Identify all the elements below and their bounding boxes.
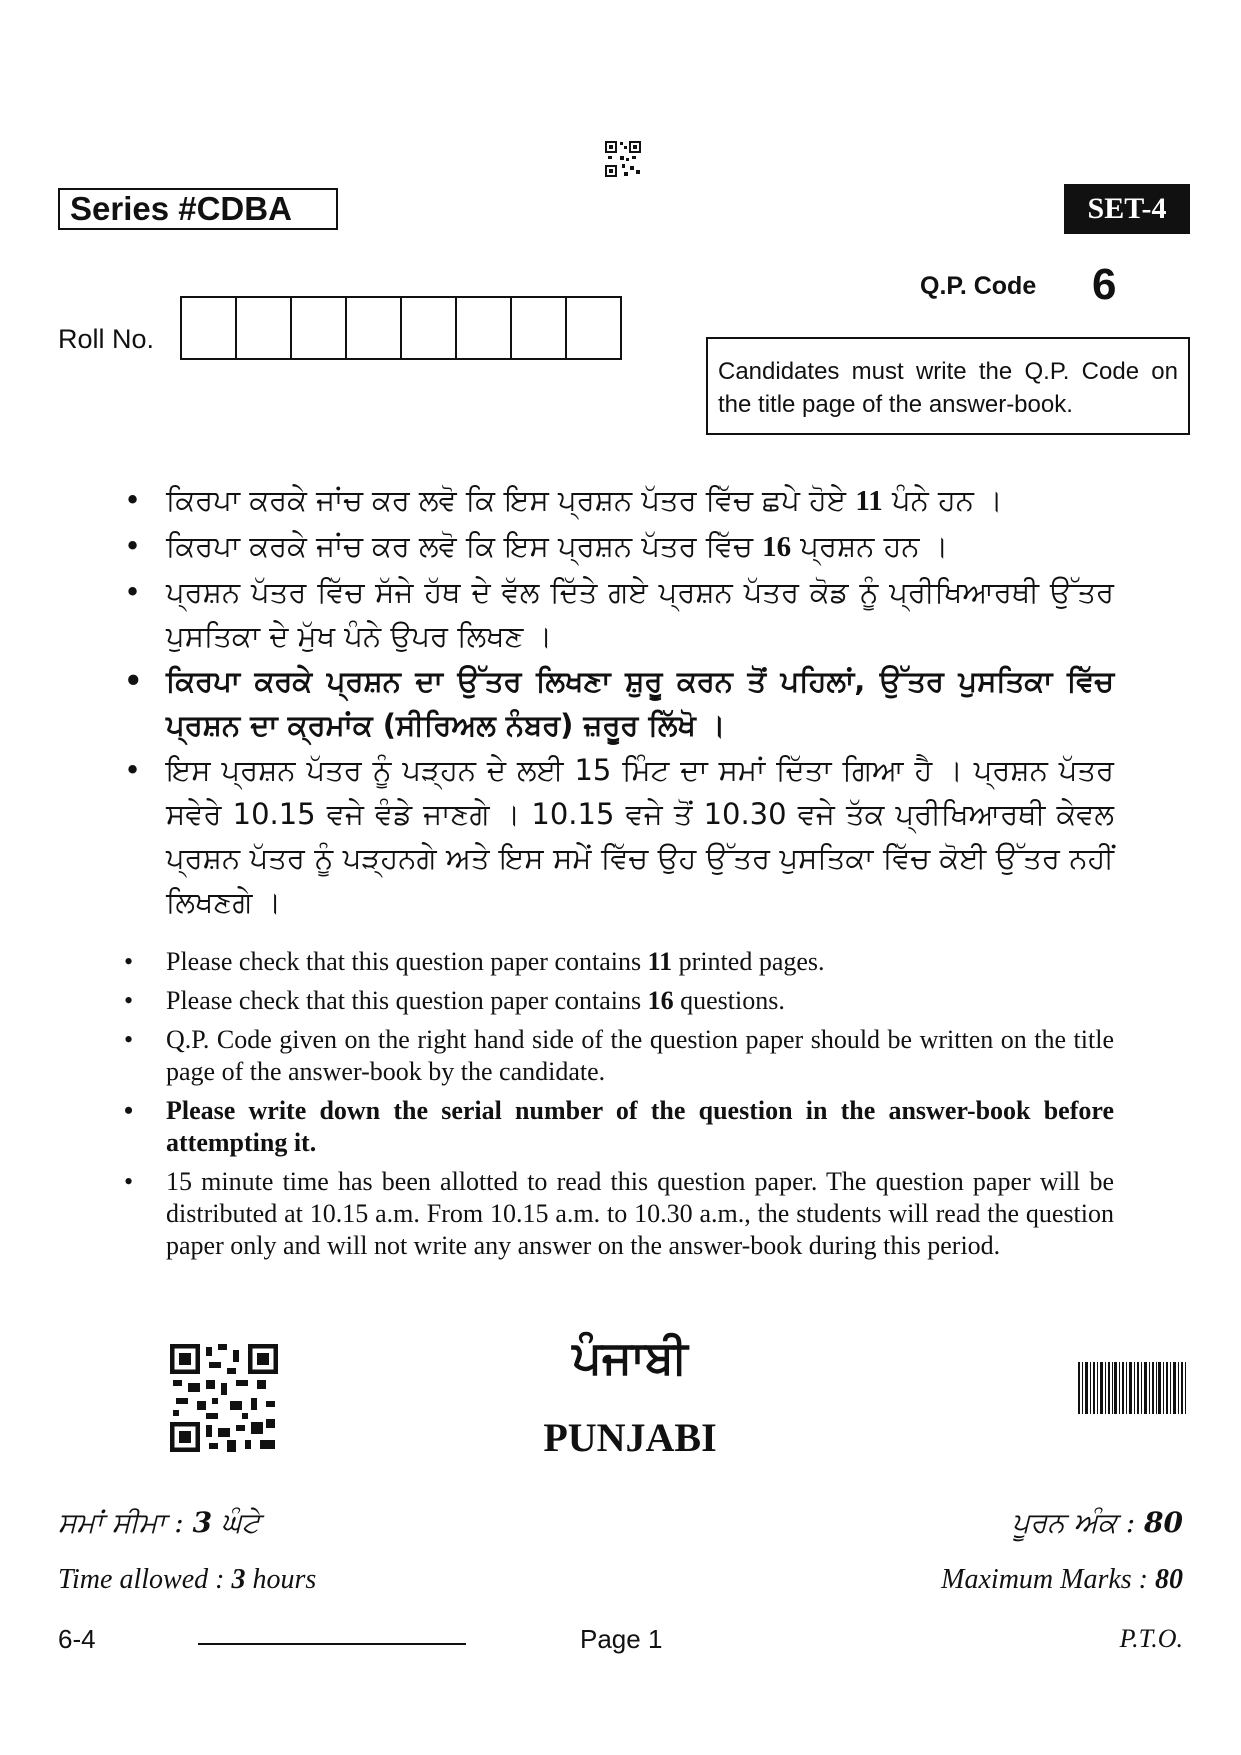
- max-marks-punjabi: ਪੂਰਨ ਅੰਕ : 80: [1011, 1506, 1183, 1539]
- instruction-pa-2: • ਕਿਰਪਾ ਕਰਕੇ ਜਾਂਚ ਕਰ ਲਵੋ ਕਿ ਇਸ ਪ੍ਰਸ਼ਨ ਪੱਤਰ ਵਿੱਚ 16 ਪ੍ਰਸ਼ਨ ਹਨ ।: [124, 524, 1114, 569]
- instructions-english: [124, 946, 1114, 1269]
- instruction-pa-4: • ਕਿਰਪਾ ਕਰਕੇ ਪ੍ਰਸ਼ਨ ਦਾ ਉੱਤਰ ਲਿਖਣਾ ਸ਼ੁਰੂ ਕਰਨ ਤੋਂ ਪਹਿਲਾਂ, ਉੱਤਰ ਪੁਸਤਿਕਾ ਵਿੱਚ ਪ੍ਰਸ਼ਨ ਦਾ ਕ੍ਰਮਾਂਕ (ਸੀਰਿਅਲ ਨੰਬਰ) ਜ਼ਰੂਰ ਲਿੱਖੋ ।: [124, 659, 1114, 747]
- roll-number-box: [345, 296, 402, 360]
- top-qr-code-icon: [604, 140, 642, 178]
- qr-code-icon: [170, 1344, 278, 1452]
- qp-code-notice: Candidates must write the Q.P. Code on the title page of the answer-book.: [706, 337, 1190, 435]
- roll-number-boxes: [180, 296, 620, 360]
- qp-code-value: 6: [1092, 260, 1117, 309]
- roll-number-box: [455, 296, 512, 360]
- roll-number-label: Roll No.: [58, 324, 155, 354]
- time-allowed-english: Time allowed : 3 hours: [58, 1564, 317, 1595]
- roll-number-box: [235, 296, 292, 360]
- instruction-pa-1: • ਕਿਰਪਾ ਕਰਕੇ ਜਾਂਚ ਕਰ ਲਵੋ ਕਿ ਇਸ ਪ੍ਰਸ਼ਨ ਪੱਤਰ ਵਿੱਚ ਛਪੇ ਹੋਏ 11 ਪੰਨੇ ਹਨ ।: [124, 478, 1114, 523]
- pto-label: P.T.O.: [1119, 1624, 1183, 1653]
- series-label: Series #CDBA: [58, 188, 338, 230]
- instruction-pa-5: • ਇਸ ਪ੍ਰਸ਼ਨ ਪੱਤਰ ਨੂੰ ਪੜ੍ਹਨ ਦੇ ਲਈ 15 ਮਿੰਟ ਦਾ ਸਮਾਂ ਦਿੱਤਾ ਗਿਆ ਹੈ । ਪ੍ਰਸ਼ਨ ਪੱਤਰ ਸਵੇਰੇ 10.15 ਵਜੇ ਵੰਡੇ ਜਾਣਗੇ । 10.15 ਵਜੇ ਤੋਂ 10.30 ਵਜੇ ਤੱਕ ਪ੍ਰੀਖਿਆਰਥੀ ਕੇਵਲ ਪ੍ਰਸ਼ਨ ਪੱਤਰ ਨੂੰ ਪੜ੍ਹਨਗੇ ਅਤੇ ਇਸ ਸਮੇਂ ਵਿੱਚ ਉਹ ਉੱਤਰ ਪੁਸਤਿਕਾ ਵਿੱਚ ਕੋਈ ਉੱਤਰ ਨਹੀਂ ਲਿਖਣਗੇ ।: [124, 748, 1114, 924]
- roll-number-box: [290, 296, 347, 360]
- instructions-punjabi: [124, 478, 1114, 925]
- instruction-pa-3: • ਪ੍ਰਸ਼ਨ ਪੱਤਰ ਵਿੱਚ ਸੱਜੇ ਹੱਥ ਦੇ ਵੱਲ ਦਿੱਤੇ ਗਏ ਪ੍ਰਸ਼ਨ ਪੱਤਰ ਕੋਡ ਨੂੰ ਪ੍ਰੀਖਿਆਰਥੀ ਉੱਤਰ ਪੁਸਤਿਕਾ ਦੇ ਮੁੱਖ ਪੰਨੇ ਉਪਰ ਲਿਖਣ ।: [124, 570, 1114, 658]
- roll-number-box: [180, 296, 237, 360]
- footer-paper-code: 6-4: [58, 1624, 96, 1654]
- instruction-en-1: • Please check that this question paper contains 11 printed pages.: [124, 946, 1114, 978]
- subject-title-english: PUNJABI: [543, 1415, 717, 1460]
- max-marks-english: Maximum Marks : 80: [941, 1564, 1183, 1595]
- subject-title-punjabi: ਪੰਜਾਬੀ: [572, 1330, 688, 1384]
- instruction-en-4: • Please write down the serial number of the question in the answer-book before attempting it.: [124, 1095, 1114, 1159]
- set-badge: SET-4: [1064, 184, 1190, 234]
- instruction-en-2: • Please check that this question paper contains 16 questions.: [124, 985, 1114, 1017]
- roll-number-box: [510, 296, 567, 360]
- time-allowed-punjabi: ਸਮਾਂ ਸੀਮਾ : 3 ਘੰਟੇ: [58, 1506, 260, 1539]
- barcode-icon: [1078, 1362, 1186, 1414]
- qp-code-label: Q.P. Code: [920, 272, 1037, 300]
- page-number: Page 1: [580, 1624, 663, 1654]
- roll-number-box: [400, 296, 457, 360]
- footer-divider: [198, 1643, 466, 1645]
- instruction-en-3: • Q.P. Code given on the right hand side of the question paper should be written on the title page of the answer-book by the candidate.: [124, 1024, 1114, 1088]
- instruction-en-5: • 15 minute time has been allotted to read this question paper. The question paper will be distributed at 10.15 a.m. From 10.15 a.m. to 10.30 a.m., the students will read the question paper only and will not write any answer on the answer-book during this period.: [124, 1166, 1114, 1262]
- roll-number-box: [565, 296, 622, 360]
